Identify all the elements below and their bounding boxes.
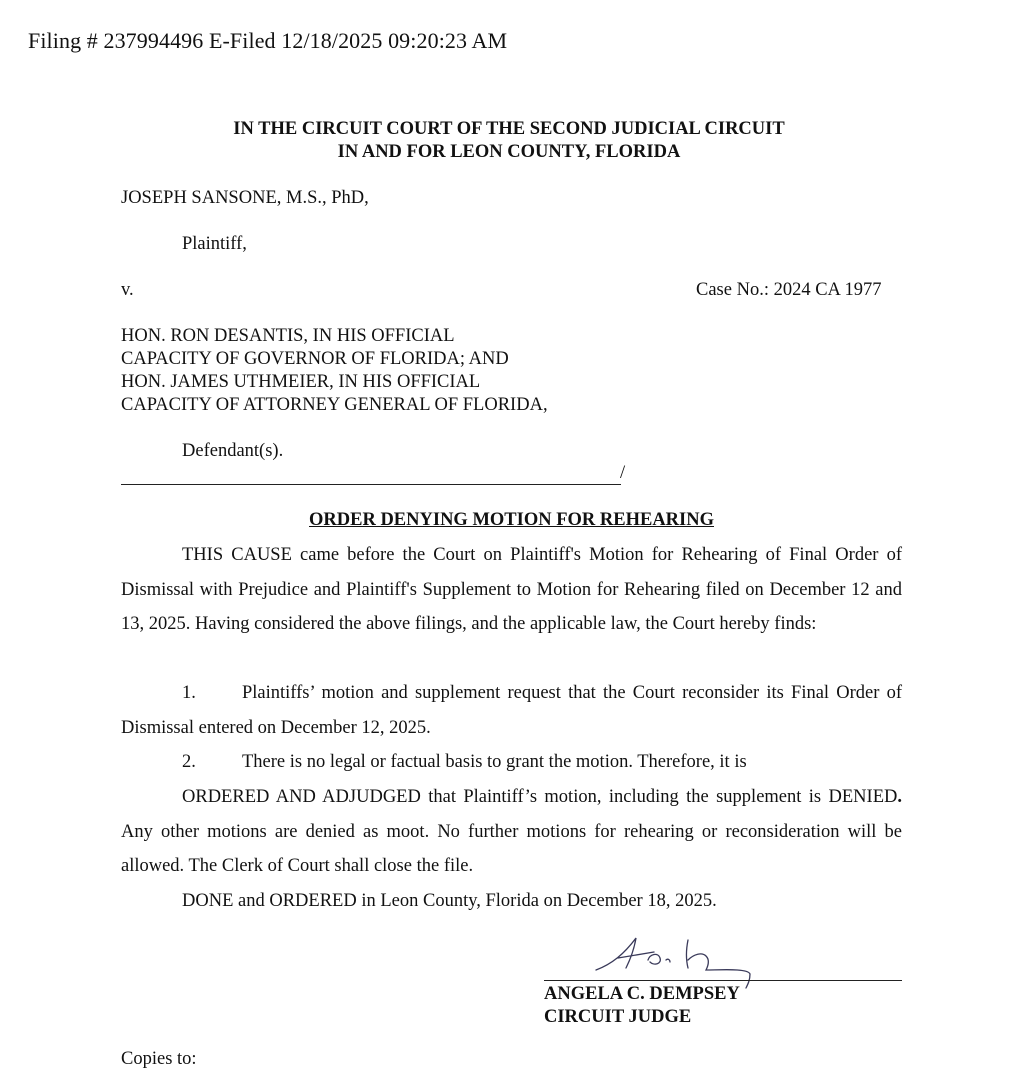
defendant-role: Defendant(s). <box>182 441 284 461</box>
filing-stamp: Filing # 237994496 E-Filed 12/18/2025 09:20:23 AM <box>28 28 508 53</box>
caption-slash: / <box>620 463 626 483</box>
judge-name: ANGELA C. DEMPSEY <box>544 984 740 1004</box>
plaintiff-role: Plaintiff, <box>182 234 247 254</box>
court-heading-line2: IN AND FOR LEON COUNTY, FLORIDA <box>337 142 681 162</box>
finding-2-text: There is no legal or factual basis to grant the motion. Therefore, it is <box>242 752 747 772</box>
defendant-line: CAPACITY OF ATTORNEY GENERAL OF FLORIDA, <box>121 395 548 415</box>
defendant-line: HON. RON DESANTIS, IN HIS OFFICIAL <box>121 326 455 346</box>
case-number: Case No.: 2024 CA 1977 <box>696 280 882 300</box>
plaintiff-name: JOSEPH SANSONE, M.S., PhD, <box>121 188 369 208</box>
ordered-text-continued: Any other motions are denied as moot. No further motions for rehearing or reconsideration will be allowed. The Clerk of Court shall close the file. <box>121 821 902 877</box>
order-title: ORDER DENYING MOTION FOR REHEARING <box>309 510 714 530</box>
caption-divider <box>121 484 621 485</box>
versus: v. <box>121 280 134 300</box>
judge-title: CIRCUIT JUDGE <box>544 1007 692 1027</box>
finding-1-text: Plaintiffs’ motion and supplement request that the Court reconsider its Final Order of Dismissal entered on December 12, 2025. <box>121 683 902 738</box>
ordered-period: . <box>897 787 902 807</box>
intro-paragraph: THIS CAUSE came before the Court on Plaintiff's Motion for Rehearing of Final Order of Dismissal with Prejudice and Plaintiff's Supplement to Motion for Rehearing filed on December 12 and 13, 2025. Having considered the above filings, and the applicable law, the Court hereby finds: <box>121 545 902 635</box>
done-and-ordered: DONE and ORDERED in Leon County, Florida on December 18, 2025. <box>182 891 717 911</box>
ordered-paragraph <box>121 780 902 884</box>
judge-signature <box>590 930 760 990</box>
finding-2-number: 2. <box>182 752 196 772</box>
finding-1 <box>121 676 902 745</box>
finding-1-number: 1. <box>182 683 196 703</box>
defendant-line: HON. JAMES UTHMEIER, IN HIS OFFICIAL <box>121 372 481 392</box>
ordered-text: ORDERED AND ADJUDGED that Plaintiff’s motion, including the supplement is DENIED <box>182 787 898 807</box>
defendant-line: CAPACITY OF GOVERNOR OF FLORIDA; AND <box>121 349 509 369</box>
finding-2 <box>121 745 902 780</box>
court-heading-line1: IN THE CIRCUIT COURT OF THE SECOND JUDICIAL CIRCUIT <box>233 119 785 139</box>
signature-line <box>544 980 902 981</box>
copies-to: Copies to: <box>121 1049 197 1069</box>
